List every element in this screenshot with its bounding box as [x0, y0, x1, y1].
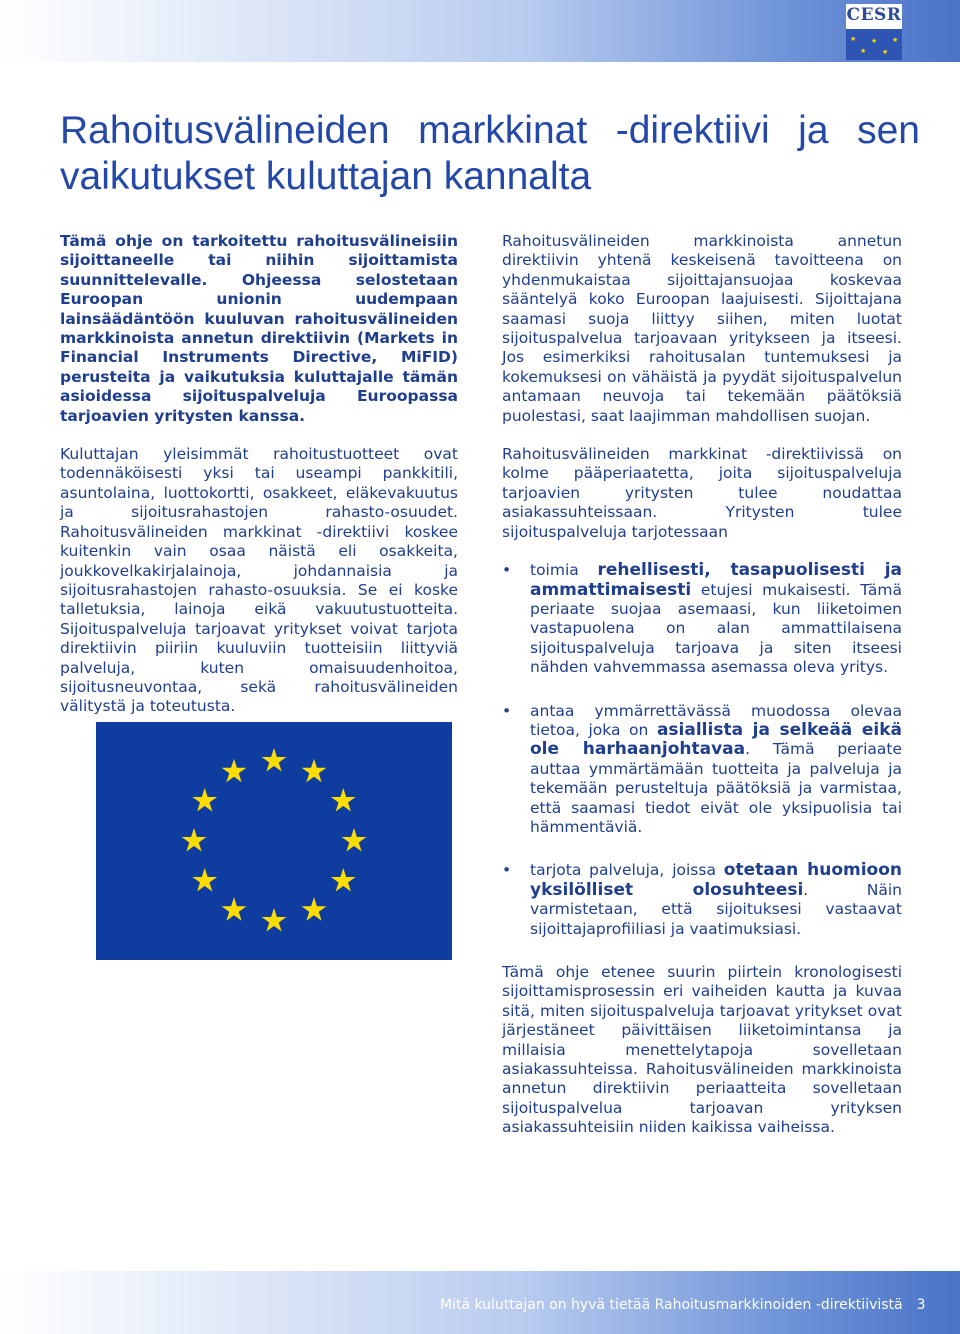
eu-flag-stars	[96, 722, 452, 960]
body-paragraph: Tämä ohje etenee suurin piirtein kronologisesti sijoittamisprosessin eri vaiheiden kautta ja kuvaa sitä, miten sijoituspalveluja tarjoavat yritykset ovat järjestäneet päivittäisen liiketoimintansa ja millaisia menettelytapoja sovelletaan asiakassuhteissa. Rahoitusvälineiden markkinoista annetun direktiivin periaatteita sovelletaan sijoituspalvelua tarjoavan yrityksen asiakassuhteisiin niiden kaikissa vaiheissa.	[502, 963, 902, 1137]
star-icon	[331, 788, 356, 812]
list-item	[502, 861, 902, 939]
star-icon	[331, 868, 356, 892]
list-item	[502, 561, 902, 677]
footer	[440, 1297, 926, 1313]
right-column	[502, 232, 902, 1157]
star-icon	[342, 828, 367, 852]
svg-text:★: ★	[882, 48, 889, 56]
star-icon	[302, 759, 327, 783]
list-item	[502, 702, 902, 838]
list-item-emphasis: otetaan huomioon yksilölliset olosuhteesi	[530, 860, 902, 900]
list-item-text: antaa ymmärrettävässä muodossa olevaa tietoa, joka on	[530, 701, 902, 739]
star-icon	[302, 897, 327, 921]
list-item-text: etujesi mukaisesti. Tämä periaate suojaa asemaasi, kun liiketoimen vastapuolena on alan ammattilaisena sijoituspalveluja tarjoava ja siten itseesi nähden vahvemmassa asemassa oleva yritys.	[530, 580, 902, 677]
body-paragraph: Kuluttajan yleisimmät rahoitustuotteet ovat todennäköisesti yksi tai useampi pankkitili, asuntolaina, luottokortti, osakkeet, eläkevakuutus ja sijoitusrahastojen rahasto-osuudet. Rahoitusvälineiden markkinat -direktiivi koskee kuitenkin vain osaa näistä eli osakkeita, joukkovelkakirjalainoja, johdannaisia ja sijoitusrahastojen rahasto-osuuksia. Se ei koske talletuksia, lainoja eikä vakuutustuotteita. Sijoituspalveluja tarjoavat yritykset voivat tarjota direktiivin piiriin kuuluviin tuotteisiin liittyviä palveluja, kuten omaisuudenhoitoa, sijoitusneuvontaa, sekä rahoitusvälineiden välitystä ja toteutusta.	[60, 445, 458, 716]
body-paragraph: Rahoitusvälineiden markkinat -direktiivissä on kolme pääperiaatetta, joita sijoituspalveluja tarjoavien yritysten tulee noudattaa asiakassuhteissaan. Yritysten tulee sijoituspalveluja tarjotessaan	[502, 445, 902, 541]
eu-flag	[96, 722, 452, 960]
body-paragraph: Rahoitusvälineiden markkinoista annetun direktiivin yhtenä keskeisenä tavoitteena on yhdenmukaistaa sijoittajansuojaa koskevaa sääntelyä koko Euroopan laajuisesti. Sijoittajana saamasi suoja liittyy siihen, miten luotat sijoituspalvelua tarjoavaan yritykseen ja itseesi. Jos esimerkiksi rahoitusalan tuntemuksesi ja kokemuksesi on vähäistä ja pyydät sijoituspalvelun antamaan neuvoja tai tekemään päätöksiä puolestasi, saat laajimman mahdollisen suojan.	[502, 232, 902, 425]
star-icon	[262, 748, 287, 772]
principles-list	[502, 561, 902, 939]
cesr-logo-text: CESR	[846, 5, 902, 25]
cesr-logo-stars	[846, 29, 902, 60]
list-item-text: toimia	[530, 561, 598, 580]
list-item-text: . Tämä periaate auttaa ymmärtämään tuotteita ja palveluja ja tekemään perusteltuja päätöksiä ja varmistaa, että saamasi tiedot eivät ole yksipuolisia tai hämmentäviä.	[530, 740, 903, 836]
list-item-emphasis: rehellisesti, tasapuolisesti ja ammattimaisesti	[530, 560, 902, 600]
lead-paragraph: Tämä ohje on tarkoitettu rahoitusvälineisiin sijoittaneelle tai niihin sijoittamista suunnittelevalle. Ohjeessa selostetaan Euroopan unionin uudempaan lainsäädäntöön kuuluvan rahoitusvälineiden markkinoista annetun direktiivin (Markets in Financial Instruments Directive, MiFID) perusteita ja vaikutuksia kuluttajalle tämän asioidessa sijoituspalveluja Euroopassa tarjoavien yritysten kanssa.	[60, 232, 458, 425]
star-icon	[222, 759, 247, 783]
page-number: 3	[916, 1297, 926, 1313]
page-title: Rahoitusvälineiden markkinat -direktiivi ja sen vaikutukset kuluttajan kannalta	[60, 109, 920, 198]
svg-text:★: ★	[850, 35, 857, 43]
cesr-logo	[846, 4, 902, 60]
star-icon	[222, 897, 247, 921]
svg-text:★: ★	[860, 47, 867, 55]
star-icon	[192, 788, 217, 812]
star-icon	[262, 908, 287, 932]
footer-text: Mitä kuluttajan on hyvä tietää Rahoitusmarkkinoiden -direktiivistä	[440, 1297, 903, 1313]
list-item-text: tarjota palveluja, joissa	[530, 861, 724, 880]
svg-text:★: ★	[892, 36, 899, 44]
left-column	[60, 232, 458, 736]
star-icon	[192, 868, 217, 892]
svg-text:★: ★	[871, 37, 878, 45]
star-icon	[846, 29, 902, 60]
star-icon	[182, 828, 207, 852]
header-band	[0, 0, 960, 62]
list-item-text: . Näin varmistetaan, että sijoituksesi vastaavat sijoittajaprofiiliasi ja vaatimuksiasi.	[530, 880, 903, 938]
list-item-emphasis: asiallista ja selkeää eikä ole harhaanjohtavaa	[530, 719, 902, 760]
